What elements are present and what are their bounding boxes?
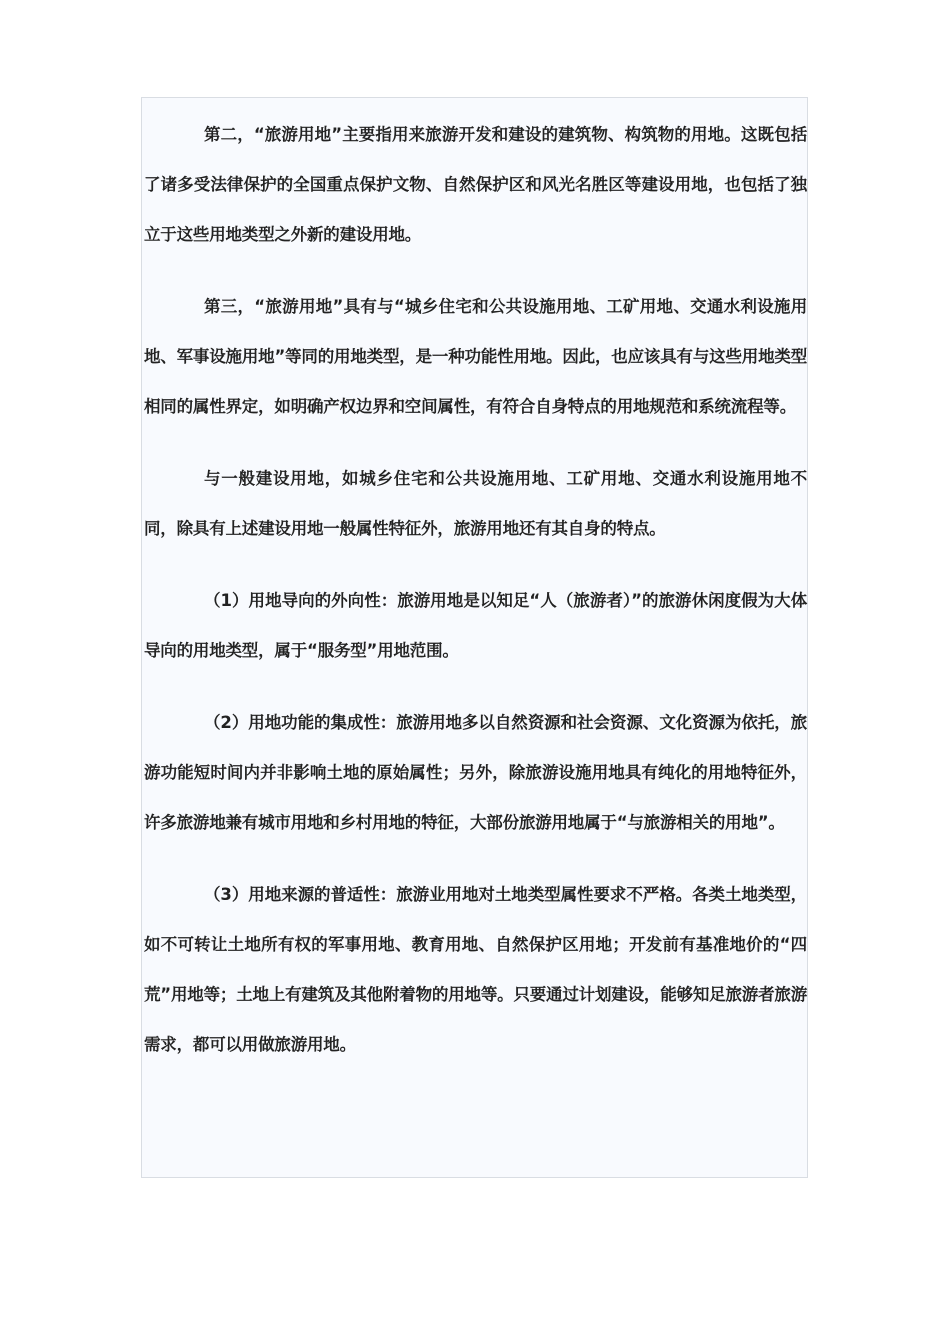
document-content-box (141, 97, 808, 1178)
paragraph-second-point: 第二，“旅游用地”主要指用来旅游开发和建设的建筑物、构筑物的用地。这既包括了诸多受法律保护的全国重点保护文物、自然保护区和风光名胜区等建设用地，也包括了独立于这些用地类型之外新的建设用地。 (144, 125, 807, 244)
paragraph-feature-3: （3）用地来源的普适性：旅游业用地对土地类型属性要求不严格。各类土地类型，如不可转让土地所有权的军事用地、教育用地、自然保护区用地；开发前有基准地价的“四荒”用地等；土地上有建筑及其他附着物的用地等。只要通过计划建设，能够知足旅游者旅游需求，都可以用做旅游用地。 (144, 885, 807, 1054)
paragraph-third-point: 第三，“旅游用地”具有与“城乡住宅和公共设施用地、工矿用地、交通水利设施用地、军事设施用地”等同的用地类型，是一种功能性用地。因此，也应该具有与这些用地类型相同的属性界定，如明确产权边界和空间属性，有符合自身特点的用地规范和系统流程等。 (144, 297, 807, 416)
paragraph-feature-1: （1）用地导向的外向性：旅游用地是以知足“人（旅游者）”的旅游休闲度假为大体导向的用地类型，属于“服务型”用地范围。 (144, 591, 807, 660)
paragraph-feature-2: （2）用地功能的集成性：旅游用地多以自然资源和社会资源、文化资源为依托，旅游功能短时间内并非影响土地的原始属性；另外，除旅游设施用地具有纯化的用地特征外，许多旅游地兼有城市用地和乡村用地的特征，大部份旅游用地属于“与旅游相关的用地”。 (144, 713, 807, 832)
paragraph-comparison: 与一般建设用地，如城乡住宅和公共设施用地、工矿用地、交通水利设施用地不同，除具有上述建设用地一般属性特征外，旅游用地还有其自身的特点。 (144, 469, 807, 538)
